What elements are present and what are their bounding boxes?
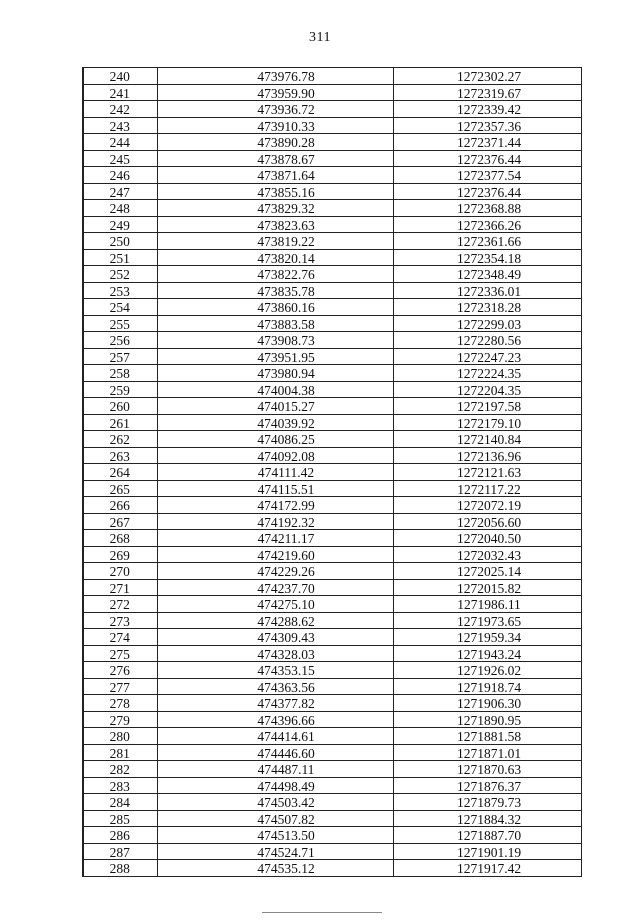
table-row (83, 843, 581, 860)
x-coordinate-cell: 474353.15 (157, 662, 393, 679)
point-number-cell: 255 (83, 315, 157, 332)
y-coordinate-cell: 1272299.03 (393, 315, 581, 332)
y-coordinate-cell: 1272318.28 (393, 299, 581, 316)
point-number-cell: 274 (83, 629, 157, 646)
point-number-cell: 256 (83, 332, 157, 349)
x-coordinate-cell: 473878.67 (157, 150, 393, 167)
table-row (83, 398, 581, 415)
x-coordinate-cell: 473871.64 (157, 167, 393, 184)
point-number-cell: 275 (83, 645, 157, 662)
table-row (83, 117, 581, 134)
y-coordinate-cell: 1271871.01 (393, 744, 581, 761)
table-row (83, 612, 581, 629)
y-coordinate-cell: 1271901.19 (393, 843, 581, 860)
point-number-cell: 241 (83, 84, 157, 101)
x-coordinate-cell: 474219.60 (157, 546, 393, 563)
coordinates-table (82, 67, 582, 877)
y-coordinate-cell: 1272040.50 (393, 530, 581, 547)
table-row (83, 827, 581, 844)
y-coordinate-cell: 1272056.60 (393, 513, 581, 530)
x-coordinate-cell: 474498.49 (157, 777, 393, 794)
y-coordinate-cell: 1271890.95 (393, 711, 581, 728)
point-number-cell: 287 (83, 843, 157, 860)
table-row (83, 546, 581, 563)
table-row (83, 431, 581, 448)
x-coordinate-cell: 474004.38 (157, 381, 393, 398)
x-coordinate-cell: 473976.78 (157, 68, 393, 85)
y-coordinate-cell: 1271926.02 (393, 662, 581, 679)
y-coordinate-cell: 1271986.11 (393, 596, 581, 613)
point-number-cell: 250 (83, 233, 157, 250)
point-number-cell: 284 (83, 794, 157, 811)
point-number-cell: 277 (83, 678, 157, 695)
table-row (83, 761, 581, 778)
point-number-cell: 240 (83, 68, 157, 85)
point-number-cell: 270 (83, 563, 157, 580)
point-number-cell: 259 (83, 381, 157, 398)
table-row (83, 447, 581, 464)
table-row (83, 629, 581, 646)
y-coordinate-cell: 1272072.19 (393, 497, 581, 514)
x-coordinate-cell: 473936.72 (157, 101, 393, 118)
x-coordinate-cell: 473829.32 (157, 200, 393, 217)
y-coordinate-cell: 1271917.42 (393, 860, 581, 877)
y-coordinate-cell: 1272136.96 (393, 447, 581, 464)
table-row (83, 332, 581, 349)
page-number: 311 (309, 30, 331, 45)
x-coordinate-cell: 474507.82 (157, 810, 393, 827)
y-coordinate-cell: 1271943.24 (393, 645, 581, 662)
x-coordinate-cell: 473951.95 (157, 348, 393, 365)
y-coordinate-cell: 1272339.42 (393, 101, 581, 118)
y-coordinate-cell: 1271879.73 (393, 794, 581, 811)
y-coordinate-cell: 1272357.36 (393, 117, 581, 134)
table-row (83, 134, 581, 151)
x-coordinate-cell: 474211.17 (157, 530, 393, 547)
x-coordinate-cell: 474513.50 (157, 827, 393, 844)
point-number-cell: 271 (83, 579, 157, 596)
x-coordinate-cell: 473959.90 (157, 84, 393, 101)
point-number-cell: 264 (83, 464, 157, 481)
x-coordinate-cell: 474039.92 (157, 414, 393, 431)
y-coordinate-cell: 1271884.32 (393, 810, 581, 827)
x-coordinate-cell: 473823.63 (157, 216, 393, 233)
x-coordinate-cell: 474015.27 (157, 398, 393, 415)
y-coordinate-cell: 1272280.56 (393, 332, 581, 349)
point-number-cell: 245 (83, 150, 157, 167)
y-coordinate-cell: 1272197.58 (393, 398, 581, 415)
y-coordinate-cell: 1271918.74 (393, 678, 581, 695)
table-row (83, 101, 581, 118)
table-row (83, 233, 581, 250)
x-coordinate-cell: 473820.14 (157, 249, 393, 266)
y-coordinate-cell: 1271906.30 (393, 695, 581, 712)
y-coordinate-cell: 1271887.70 (393, 827, 581, 844)
x-coordinate-cell: 473883.58 (157, 315, 393, 332)
x-coordinate-cell: 474288.62 (157, 612, 393, 629)
table-row (83, 414, 581, 431)
table-row (83, 167, 581, 184)
table-row (83, 794, 581, 811)
point-number-cell: 288 (83, 860, 157, 877)
point-number-cell: 261 (83, 414, 157, 431)
point-number-cell: 273 (83, 612, 157, 629)
x-coordinate-cell: 473908.73 (157, 332, 393, 349)
table-row (83, 216, 581, 233)
table-row (83, 150, 581, 167)
point-number-cell: 282 (83, 761, 157, 778)
point-number-cell: 248 (83, 200, 157, 217)
table-row (83, 711, 581, 728)
coordinates-table-body (83, 68, 581, 877)
point-number-cell: 276 (83, 662, 157, 679)
y-coordinate-cell: 1272376.44 (393, 183, 581, 200)
y-coordinate-cell: 1272117.22 (393, 480, 581, 497)
point-number-cell: 262 (83, 431, 157, 448)
table-row (83, 777, 581, 794)
x-coordinate-cell: 474192.32 (157, 513, 393, 530)
table-row (83, 513, 581, 530)
point-number-cell: 279 (83, 711, 157, 728)
x-coordinate-cell: 473855.16 (157, 183, 393, 200)
y-coordinate-cell: 1272224.35 (393, 365, 581, 382)
table-row (83, 678, 581, 695)
x-coordinate-cell: 474414.61 (157, 728, 393, 745)
x-coordinate-cell: 474363.56 (157, 678, 393, 695)
x-coordinate-cell: 474535.12 (157, 860, 393, 877)
y-coordinate-cell: 1272336.01 (393, 282, 581, 299)
x-coordinate-cell: 474396.66 (157, 711, 393, 728)
y-coordinate-cell: 1272371.44 (393, 134, 581, 151)
y-coordinate-cell: 1272179.10 (393, 414, 581, 431)
y-coordinate-cell: 1272354.18 (393, 249, 581, 266)
table-row (83, 200, 581, 217)
point-number-cell: 257 (83, 348, 157, 365)
y-coordinate-cell: 1272302.27 (393, 68, 581, 85)
x-coordinate-cell: 474229.26 (157, 563, 393, 580)
point-number-cell: 246 (83, 167, 157, 184)
table-row (83, 365, 581, 382)
point-number-cell: 244 (83, 134, 157, 151)
x-coordinate-cell: 473819.22 (157, 233, 393, 250)
bottom-edge-mark (262, 912, 382, 913)
point-number-cell: 253 (83, 282, 157, 299)
point-number-cell: 269 (83, 546, 157, 563)
table-row (83, 315, 581, 332)
point-number-cell: 249 (83, 216, 157, 233)
x-coordinate-cell: 473910.33 (157, 117, 393, 134)
x-coordinate-cell: 473822.76 (157, 266, 393, 283)
y-coordinate-cell: 1272376.44 (393, 150, 581, 167)
x-coordinate-cell: 473980.94 (157, 365, 393, 382)
point-number-cell: 263 (83, 447, 157, 464)
table-row (83, 744, 581, 761)
y-coordinate-cell: 1271881.58 (393, 728, 581, 745)
table-row (83, 662, 581, 679)
point-number-cell: 243 (83, 117, 157, 134)
table-row (83, 183, 581, 200)
point-number-cell: 280 (83, 728, 157, 745)
point-number-cell: 252 (83, 266, 157, 283)
y-coordinate-cell: 1272366.26 (393, 216, 581, 233)
table-row (83, 381, 581, 398)
x-coordinate-cell: 474446.60 (157, 744, 393, 761)
y-coordinate-cell: 1272368.88 (393, 200, 581, 217)
y-coordinate-cell: 1272015.82 (393, 579, 581, 596)
table-row (83, 728, 581, 745)
y-coordinate-cell: 1272025.14 (393, 563, 581, 580)
x-coordinate-cell: 474487.11 (157, 761, 393, 778)
point-number-cell: 285 (83, 810, 157, 827)
table-row (83, 84, 581, 101)
x-coordinate-cell: 474237.70 (157, 579, 393, 596)
y-coordinate-cell: 1271959.34 (393, 629, 581, 646)
point-number-cell: 286 (83, 827, 157, 844)
table-row (83, 860, 581, 877)
table-row (83, 299, 581, 316)
table-row (83, 464, 581, 481)
point-number-cell: 267 (83, 513, 157, 530)
point-number-cell: 272 (83, 596, 157, 613)
point-number-cell: 266 (83, 497, 157, 514)
point-number-cell: 242 (83, 101, 157, 118)
table-row (83, 480, 581, 497)
x-coordinate-cell: 474377.82 (157, 695, 393, 712)
table-row (83, 530, 581, 547)
x-coordinate-cell: 473890.28 (157, 134, 393, 151)
point-number-cell: 268 (83, 530, 157, 547)
y-coordinate-cell: 1271973.65 (393, 612, 581, 629)
point-number-cell: 260 (83, 398, 157, 415)
y-coordinate-cell: 1272204.35 (393, 381, 581, 398)
x-coordinate-cell: 474328.03 (157, 645, 393, 662)
table-row (83, 497, 581, 514)
x-coordinate-cell: 474503.42 (157, 794, 393, 811)
point-number-cell: 254 (83, 299, 157, 316)
table-row (83, 645, 581, 662)
x-coordinate-cell: 473860.16 (157, 299, 393, 316)
y-coordinate-cell: 1271870.63 (393, 761, 581, 778)
table-row (83, 695, 581, 712)
table-row (83, 563, 581, 580)
point-number-cell: 278 (83, 695, 157, 712)
table-row (83, 68, 581, 85)
table-row (83, 282, 581, 299)
table-row (83, 596, 581, 613)
point-number-cell: 283 (83, 777, 157, 794)
y-coordinate-cell: 1272032.43 (393, 546, 581, 563)
table-row (83, 579, 581, 596)
x-coordinate-cell: 474172.99 (157, 497, 393, 514)
y-coordinate-cell: 1272140.84 (393, 431, 581, 448)
x-coordinate-cell: 474111.42 (157, 464, 393, 481)
x-coordinate-cell: 474275.10 (157, 596, 393, 613)
table-row (83, 266, 581, 283)
y-coordinate-cell: 1272361.66 (393, 233, 581, 250)
point-number-cell: 265 (83, 480, 157, 497)
y-coordinate-cell: 1271876.37 (393, 777, 581, 794)
y-coordinate-cell: 1272121.63 (393, 464, 581, 481)
y-coordinate-cell: 1272377.54 (393, 167, 581, 184)
point-number-cell: 258 (83, 365, 157, 382)
point-number-cell: 251 (83, 249, 157, 266)
point-number-cell: 247 (83, 183, 157, 200)
table-row (83, 810, 581, 827)
point-number-cell: 281 (83, 744, 157, 761)
y-coordinate-cell: 1272348.49 (393, 266, 581, 283)
x-coordinate-cell: 474092.08 (157, 447, 393, 464)
x-coordinate-cell: 474115.51 (157, 480, 393, 497)
y-coordinate-cell: 1272319.67 (393, 84, 581, 101)
x-coordinate-cell: 474524.71 (157, 843, 393, 860)
x-coordinate-cell: 474309.43 (157, 629, 393, 646)
table-row (83, 348, 581, 365)
x-coordinate-cell: 474086.25 (157, 431, 393, 448)
y-coordinate-cell: 1272247.23 (393, 348, 581, 365)
x-coordinate-cell: 473835.78 (157, 282, 393, 299)
table-row (83, 249, 581, 266)
